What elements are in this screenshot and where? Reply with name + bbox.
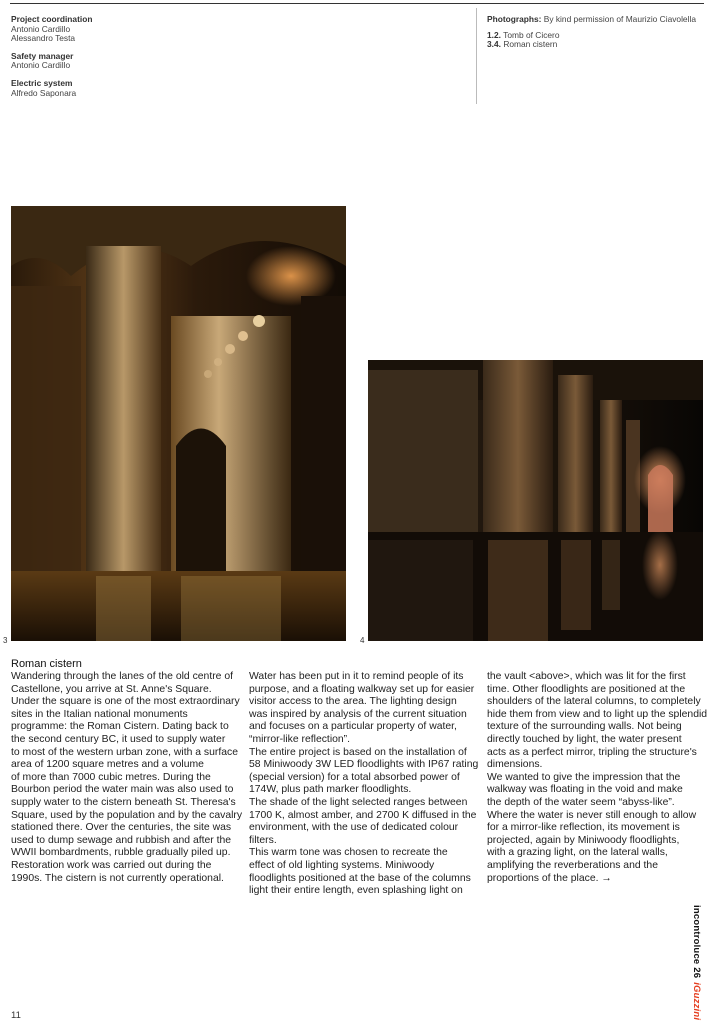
cistern-photo-corridor <box>368 360 703 641</box>
text-line: the second century BC, it used to supply water <box>11 733 226 745</box>
text-line: Where the water is never still enough to allow <box>487 809 697 821</box>
credit-role: Project coordination <box>11 14 93 24</box>
credit-role: Electric system <box>11 77 73 88</box>
text-line: sites in the Italian national monuments <box>11 708 188 720</box>
text-line: hide them from view and to light up the splendid <box>487 708 708 720</box>
credit-group <box>11 15 311 44</box>
photo-caption-item <box>487 40 717 50</box>
text-line: Castellone, you arrive at St. Anne's Square. <box>11 683 212 695</box>
text-line: Bourbon period the water main was also used to <box>11 784 234 796</box>
text-line: The entire project is based on the installation of <box>249 746 467 758</box>
text-line: to most of the western urban zone, with a surface <box>11 746 238 758</box>
text-column-1 <box>11 671 243 885</box>
photo-number: 4 <box>360 636 365 645</box>
photographs-label: Photographs: <box>487 14 542 24</box>
text-line: time. Other floodlights are positioned at the <box>487 683 686 695</box>
text-line: of more than 7000 cubic metres. During the <box>11 771 211 783</box>
photographs-credit <box>487 15 717 50</box>
text-line: proportions of the place. → <box>487 872 612 884</box>
credit-role: Safety manager <box>11 50 74 61</box>
text-line: projected, again by Miniwoody floodlights, <box>487 834 680 846</box>
text-line: area of 1200 square metres and a volume <box>11 759 204 771</box>
text-line: visitor access to the area. The lighting design <box>249 696 457 708</box>
text-line: Square, used by the population and by the cavalry <box>11 809 243 821</box>
text-line: the depth of the water seem “abyss-like”. <box>487 796 675 808</box>
text-line: for a mirror-like reflection, its movement is <box>487 822 680 834</box>
text-line: Water has been put in it to remind people of its <box>249 671 464 682</box>
project-credits <box>11 15 311 106</box>
page-number: 11 <box>11 1010 21 1021</box>
photographs-text: By kind permission of Maurizio Ciavolella <box>543 14 696 24</box>
text-column-2 <box>249 671 481 898</box>
text-line: used to dump sewage and rubbish and after the <box>11 834 232 846</box>
text-line: (special version) for a total absorbed power of <box>249 771 460 783</box>
text-line: and focuses on a particular property of water, <box>249 721 457 733</box>
text-line: 174W, plus path marker floodlights. <box>249 784 412 796</box>
text-line: acts as a perfect mirror, tripling the structure's <box>487 746 697 758</box>
credit-name: Antonio Cardillo <box>11 60 71 71</box>
text-column-3 <box>487 671 719 885</box>
text-line: amplifying the reverberations and the <box>487 859 658 871</box>
text-line: This warm tone was chosen to recreate the <box>249 847 448 859</box>
text-line: We wanted to give the impression that the <box>487 771 681 783</box>
caption-text: Tomb of Cicero <box>503 29 560 40</box>
text-line: directly touched by light, the water present <box>487 733 682 745</box>
text-line: supply water to the cistern beneath St. Theresa's <box>11 796 236 808</box>
text-line: floodlights positioned at the base of the columns <box>249 872 471 884</box>
text-line: “mirror-like reflection”. <box>249 733 351 745</box>
text-line: Under the square is one of the most extraordinary <box>11 696 240 708</box>
caption-number: 3.4. <box>487 39 501 50</box>
text-line: environment, with the use of dedicated colour filters. <box>249 822 459 846</box>
text-line: 58 Miniwoody 3W LED floodlights with IP67 rating <box>249 759 479 771</box>
text-line: WWII bombardments, rubble gradually piled up. <box>11 847 231 859</box>
text-line: shoulders of the lateral columns, to completely <box>487 696 701 708</box>
credit-group <box>11 79 311 98</box>
issue-name: incontroluce 26 <box>691 905 702 979</box>
caption-text: Roman cistern <box>503 39 558 50</box>
text-line: Wandering through the lanes of the old centre of <box>11 671 234 682</box>
top-rule <box>10 3 704 4</box>
caption-number: 1.2. <box>487 29 501 40</box>
cistern-photo-column <box>11 206 346 641</box>
text-line: with a grazing light, on the lateral walls, <box>487 847 668 859</box>
photographs-list <box>487 31 717 50</box>
credit-name: Alfredo Saponara <box>11 87 77 98</box>
text-line: 1700 K, almost amber, and 2700 K diffused in the <box>249 809 477 821</box>
text-line: texture of the surrounding walls. Not being <box>487 721 682 733</box>
text-line: programme: the Roman Cistern. Dating back to <box>11 721 229 733</box>
credit-name: Alessandro Testa <box>11 33 76 44</box>
text-line: The shade of the light selected ranges between <box>249 796 468 808</box>
text-line: Restoration work was carried out during the <box>11 859 212 871</box>
credit-name: Antonio Cardillo <box>11 23 71 34</box>
text-line: walkway was floating in the void and make <box>487 784 683 796</box>
text-line: dimensions. <box>487 759 543 771</box>
text-line: light their entire length, even splashing light on <box>249 885 463 897</box>
column-divider <box>476 8 477 104</box>
text-line: the vault <above>, which was lit for the first <box>487 671 686 682</box>
text-line: effect of old lighting systems. Miniwoody <box>249 859 435 871</box>
credit-group <box>11 52 311 71</box>
text-line: purpose, and a floating walkway set up for easier <box>249 683 475 695</box>
text-line: 1990s. The cistern is not currently operational. <box>11 872 224 884</box>
continue-arrow-icon: → <box>598 872 612 884</box>
text-line: stationed there. Over the centuries, the site was <box>11 822 232 834</box>
article-title: Roman cistern <box>11 658 82 670</box>
photo-number: 3 <box>3 636 8 645</box>
magazine-brand <box>691 905 702 1020</box>
brand-logo: iGuzzini <box>691 982 702 1021</box>
text-line: was inspired by analysis of the current situation <box>249 708 467 720</box>
